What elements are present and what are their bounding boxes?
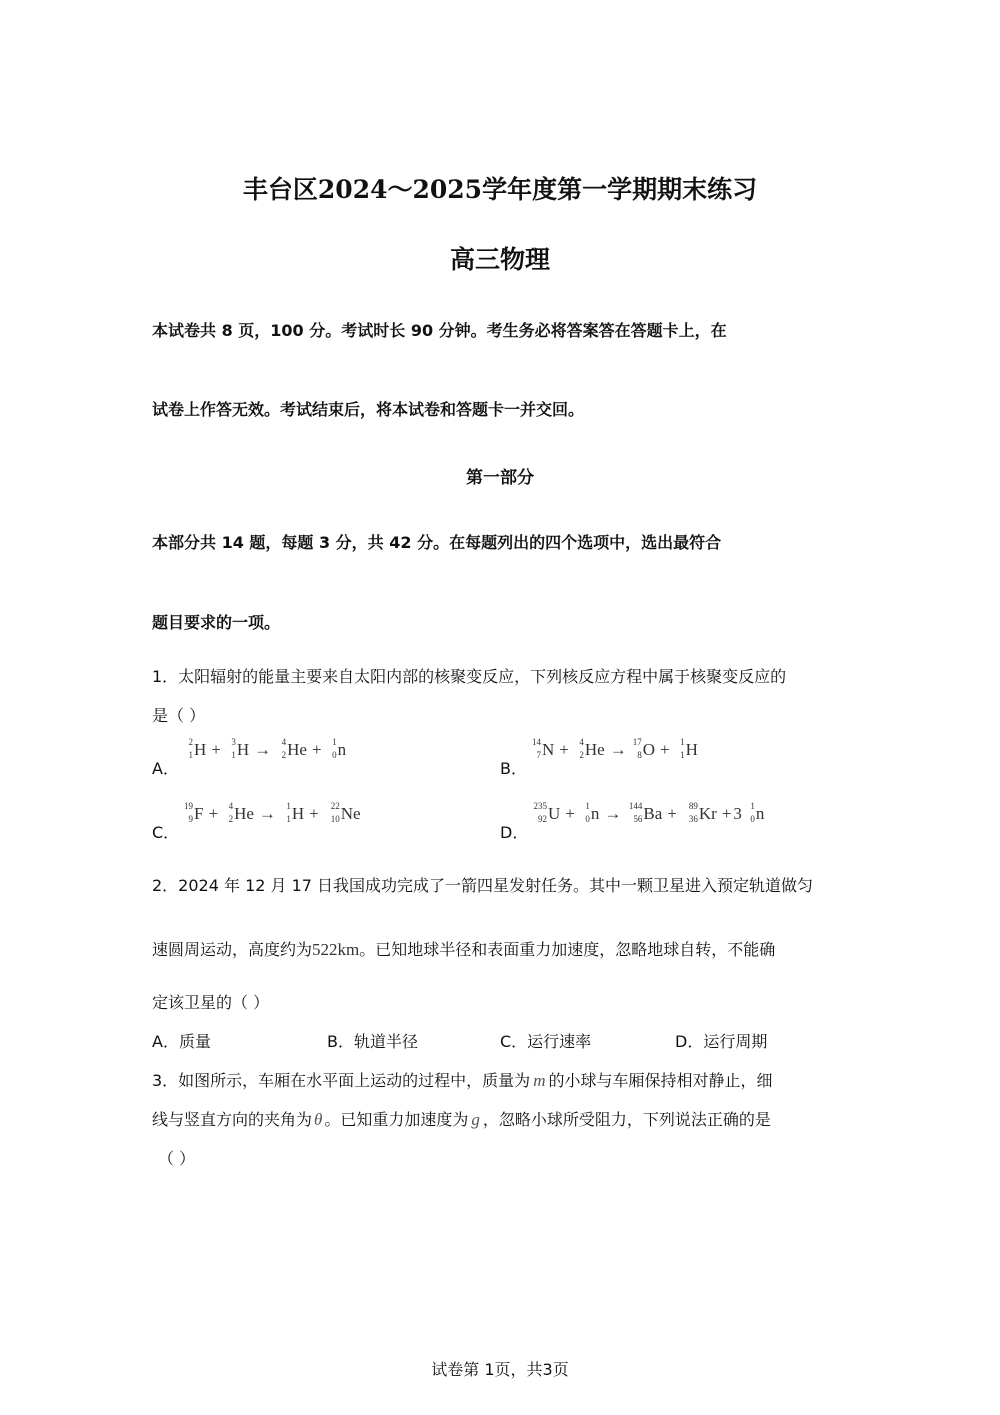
q1-stem-line-1: 1．太阳辐射的能量主要来自太阳内部的核聚变反应，下列核反应方程中属于核聚变反应的: [152, 667, 787, 686]
exam-title: 丰台区2024～2025学年度第一学期期末练习: [242, 175, 758, 204]
atomic-number: 9: [188, 814, 193, 825]
mass-number: 89: [688, 801, 698, 812]
q3-line2-text-post: ，忽略小球所受阻力，下列说法正确的是: [482, 1110, 771, 1129]
q2-stem-line-1: 2．2024 年 12 月 17 日我国成功完成了一箭四星发射任务。其中一颗卫星进入预定轨道做匀: [152, 876, 814, 895]
q2-option-c: C．运行速率: [500, 1032, 592, 1051]
mass-number: 19: [184, 801, 193, 812]
element-symbol: H: [291, 804, 305, 823]
atomic-number: 10: [330, 814, 340, 825]
mass-number: 1: [585, 801, 590, 812]
atomic-number: 56: [633, 814, 643, 825]
part-desc-line-2: 题目要求的一项。: [152, 613, 281, 632]
q2-option-a: A．质量: [152, 1032, 211, 1051]
element-symbol: N: [542, 740, 555, 759]
element-symbol: H: [194, 740, 207, 759]
q3-g-symbol: g: [471, 1110, 480, 1129]
mass-number: 4: [228, 801, 234, 812]
q2-line2-text: 速圆周运动，高度约为: [152, 940, 313, 959]
isotope-numbers: [220, 801, 234, 825]
element-symbol: Ba: [643, 804, 663, 823]
q3-stem-line-2: [152, 1107, 771, 1130]
atomic-number: 1: [680, 750, 685, 761]
isotope-numbers: [571, 737, 585, 761]
atomic-number: 36: [688, 814, 698, 825]
q2-stem-line-2: [152, 937, 775, 960]
q1-stem-line-2: 是（ ）: [152, 706, 206, 725]
plus-sign: +: [659, 740, 670, 759]
mass-number: 1: [750, 801, 755, 812]
reaction-arrow: →: [254, 740, 272, 759]
plus-sign: +: [311, 740, 322, 759]
atomic-number: 0: [750, 814, 755, 825]
reaction-arrow: →: [609, 740, 627, 759]
mass-number: 1: [680, 737, 685, 748]
plus-sign: +: [721, 804, 732, 823]
plus-sign: +: [211, 740, 221, 759]
q3-theta-symbol: θ: [314, 1110, 323, 1129]
reaction-arrow: →: [604, 804, 622, 823]
q3-line1-text: 3．如图所示，车厢在水平面上运动的过程中，质量为: [152, 1071, 531, 1090]
mass-number: 14: [532, 737, 541, 748]
exam-subtitle: 高三物理: [449, 245, 550, 274]
q1-option-b-label: B．: [500, 759, 527, 778]
plus-sign: +: [208, 804, 219, 823]
element-symbol: n: [337, 740, 347, 759]
q1-option-a-equation: [180, 737, 349, 761]
part-desc-line-1: 本部分共 14 题，每题 3 分，共 42 分。在每题列出的四个选项中，选出最符合: [152, 533, 722, 552]
isotope-numbers: [223, 737, 237, 761]
isotope-numbers: [321, 801, 341, 825]
element-symbol: He: [584, 740, 605, 759]
element-symbol: H: [236, 740, 250, 759]
atomic-number: 2: [579, 750, 584, 761]
element-symbol: U: [548, 804, 561, 823]
q3-line1-text-post: 的小球与车厢保持相对静止，细: [548, 1071, 773, 1090]
mass-number: 1: [332, 737, 337, 748]
atomic-number: 7: [536, 750, 541, 761]
mass-number: 144: [628, 801, 643, 812]
instructions-line-1: 本试卷共 8 页，100 分。考试时长 90 分钟。考生务必将答案答在答题卡上，在: [152, 321, 727, 340]
q1-option-c-equation: [180, 801, 364, 825]
q2-option-d: D．运行周期: [675, 1032, 768, 1051]
atomic-number: 1: [188, 750, 193, 761]
isotope-numbers: [180, 737, 194, 761]
isotope-numbers: [528, 801, 548, 825]
isotope-numbers: [672, 737, 686, 761]
coefficient: 3: [733, 804, 742, 823]
instructions-line-2: 试卷上作答无效。考试结束后，将本试卷和答题卡一并交回。: [152, 400, 585, 419]
plus-sign: +: [309, 804, 319, 823]
element-symbol: F: [194, 804, 204, 823]
element-symbol: O: [642, 740, 655, 759]
mass-number: 235: [533, 801, 547, 812]
mass-number: 22: [330, 801, 340, 812]
isotope-numbers: [629, 737, 643, 761]
q3-line2-text: 线与竖直方向的夹角为: [152, 1110, 313, 1129]
isotope-numbers: [180, 801, 194, 825]
isotope-numbers: [623, 801, 643, 825]
isotope-numbers: [742, 801, 756, 825]
atomic-number: 0: [585, 814, 590, 825]
atomic-number: 2: [228, 814, 234, 825]
q2-stem-line-3: 定该卫星的（ ）: [152, 993, 270, 1012]
mass-number: 2: [188, 737, 193, 748]
atomic-number: 8: [637, 750, 642, 761]
atomic-number: 92: [538, 814, 547, 825]
q2-option-b: B．轨道半径: [327, 1032, 418, 1051]
element-symbol: n: [590, 804, 600, 823]
mass-number: 17: [632, 737, 642, 748]
reaction-arrow: →: [258, 804, 276, 823]
isotope-numbers: [273, 737, 287, 761]
element-symbol: He: [234, 804, 254, 823]
isotope-numbers: [278, 801, 292, 825]
mass-number: 1: [286, 801, 291, 812]
atomic-number: 1: [286, 814, 291, 825]
isotope-numbers: [528, 737, 542, 761]
isotope-numbers: [324, 737, 338, 761]
q1-option-b-equation: [528, 737, 701, 761]
q1-option-c-label: C．: [152, 823, 180, 842]
plus-sign: +: [559, 740, 569, 759]
element-symbol: n: [755, 804, 765, 823]
q3-line2-text-mid: 。已知重力加速度为: [324, 1110, 469, 1129]
part-title: 第一部分: [466, 468, 534, 488]
mass-number: 4: [579, 737, 584, 748]
element-symbol: Kr: [698, 804, 717, 823]
element-symbol: Ne: [340, 804, 361, 823]
plus-sign: +: [667, 804, 677, 823]
q1-option-d-equation: [528, 801, 767, 825]
mass-number: 4: [281, 737, 287, 748]
element-symbol: He: [287, 740, 307, 759]
q2-height-value: 522km: [312, 940, 360, 959]
q1-option-a-label: A．: [152, 759, 179, 778]
mass-number: 3: [231, 737, 236, 748]
page-footer: 试卷第 1页，共3页: [431, 1360, 569, 1379]
q1-option-d-label: D．: [500, 823, 529, 842]
element-symbol: H: [685, 740, 698, 759]
plus-sign: +: [565, 804, 575, 823]
isotope-numbers: [577, 801, 591, 825]
atomic-number: 1: [231, 750, 236, 761]
q3-stem-line-1: [152, 1068, 772, 1091]
q3-mass-symbol: m: [533, 1071, 546, 1090]
atomic-number: 0: [332, 750, 337, 761]
isotope-numbers: [679, 801, 699, 825]
q3-stem-line-3: （ ）: [158, 1149, 196, 1168]
atomic-number: 2: [281, 750, 287, 761]
q2-line2-text-post: 。已知地球半径和表面重力加速度，忽略地球自转，不能确: [359, 940, 776, 959]
